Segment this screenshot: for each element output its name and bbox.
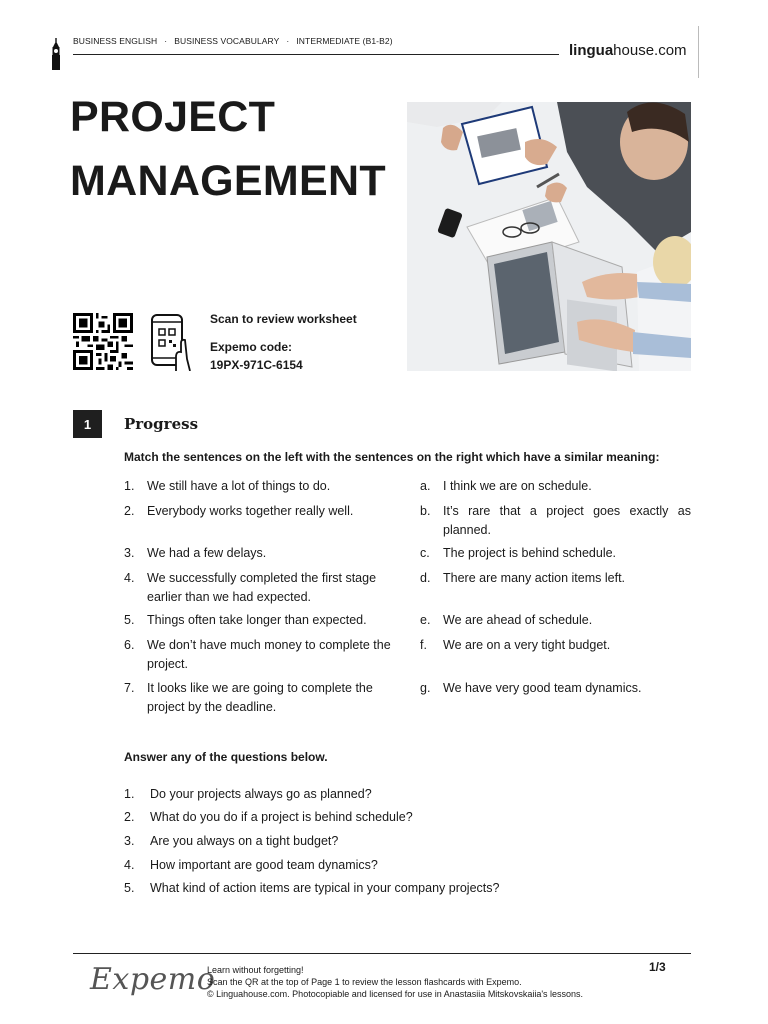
expemo-code-value: 19PX-971C-6154 — [210, 358, 303, 372]
breadcrumb-item: BUSINESS VOCABULARY — [174, 36, 280, 46]
breadcrumb-item: BUSINESS ENGLISH — [73, 36, 158, 46]
question-item: 4. How important are good team dynamics? — [124, 858, 378, 872]
breadcrumb-item: INTERMEDIATE (B1-B2) — [296, 36, 393, 46]
question-item: 3. Are you always on a tight budget? — [124, 834, 339, 848]
questions-instruction: Answer any of the questions below. — [124, 750, 328, 764]
page-number: 1/3 — [649, 960, 666, 974]
scan-label: Scan to review worksheet — [210, 312, 357, 326]
question-item: 5. What kind of action items are typical in your company projects? — [124, 881, 500, 895]
question-item: 2. What do you do if a project is behind schedule? — [124, 810, 413, 824]
qr-code-icon[interactable] — [73, 313, 133, 370]
breadcrumb-separator: · — [164, 36, 168, 46]
footer-copyright: © Linguahouse.com. Photocopiable and licensed for use in Anastasiia Mitskovskaiia's lessons. — [207, 989, 584, 999]
page-title-line1: PROJECT — [70, 93, 276, 141]
footer-scan-note: Scan the QR at the top of Page 1 to review the lesson flashcards with Expemo. — [207, 977, 522, 987]
team-meeting-photo — [407, 102, 691, 371]
breadcrumb-separator: · — [286, 36, 290, 46]
linguahouse-logo: linguahouse.com — [569, 42, 687, 59]
breadcrumb — [73, 36, 393, 46]
header-divider — [73, 54, 559, 55]
header-edge-line — [698, 26, 699, 78]
exercise-instruction: Match the sentences on the left with the sentences on the right which have a similar meaning: — [124, 450, 660, 464]
footer-divider — [73, 953, 691, 954]
section-title: Progress — [124, 415, 199, 433]
big-ben-icon — [49, 38, 63, 70]
page-title-line2: MANAGEMENT — [70, 157, 386, 205]
phone-scan-icon — [150, 313, 192, 371]
section-number-badge: 1 — [73, 410, 102, 438]
expemo-logo: Expemo — [90, 962, 216, 997]
question-item: 1. Do your projects always go as planned? — [124, 787, 372, 801]
expemo-code-label: Expemo code: — [210, 340, 293, 354]
footer-tagline: Learn without forgetting! — [207, 965, 304, 975]
